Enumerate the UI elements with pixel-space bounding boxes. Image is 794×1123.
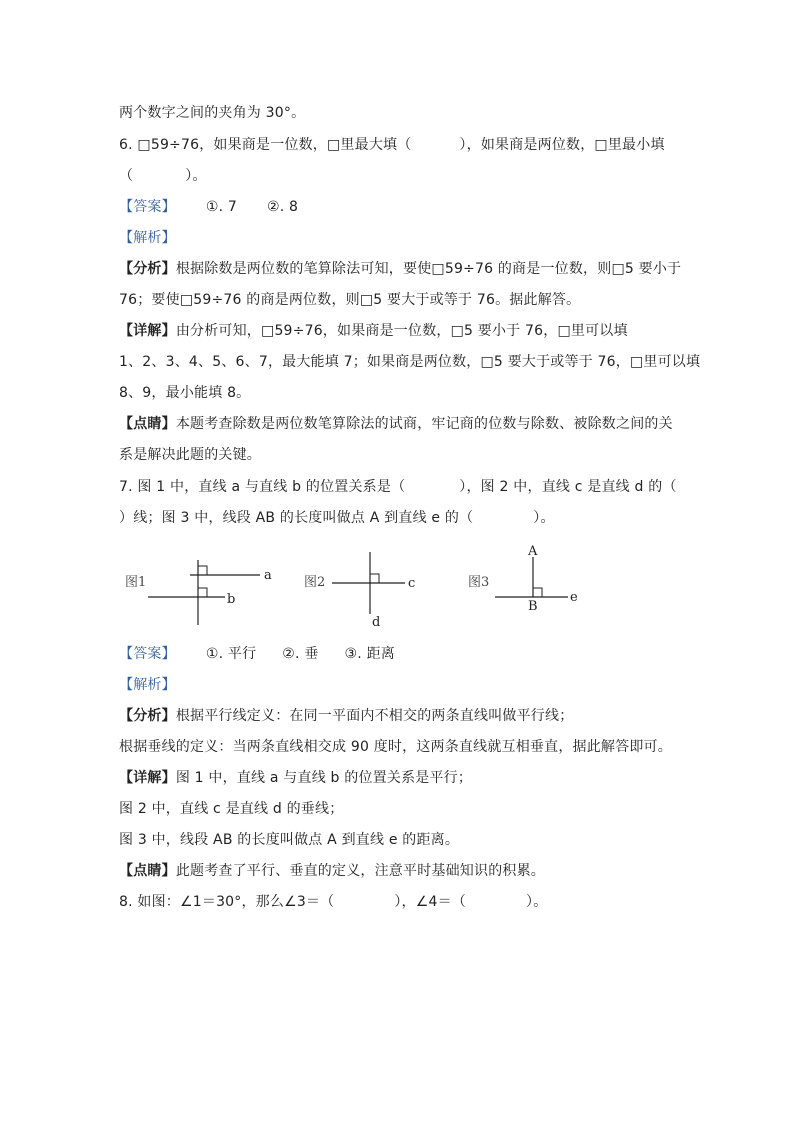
q7-dianjing-text1: 此题考查了平行、垂直的定义，注意平时基础知识的积累。 [175, 863, 546, 879]
q7-xiangjie-text1: 图 1 中，直线 a 与直线 b 的位置关系是平行； [175, 770, 473, 786]
q6-dianjing-line2: 系是解决此题的关键。 [119, 447, 261, 463]
q7-xiangjie-line3: 图 3 中，线段 AB 的长度叫做点 A 到直线 e 的距离。 [119, 832, 460, 848]
q7-dianjing-line1 [119, 861, 545, 881]
q6-answer-1: ①. 7 [205, 199, 237, 215]
q7-question-line2 [119, 508, 555, 528]
q6-blank-close: ）。 [185, 168, 207, 184]
q6-question-line1 [119, 135, 665, 155]
q6-fenxi-line2: 76；要使□59÷76 的商是两位数，则□5 要大于或等于 76。据此解答。 [119, 292, 581, 308]
q7-question-part1: 7. 图 1 中，直线 a 与直线 b 的位置关系是（ [119, 479, 406, 495]
q6-answer-label: 【答案】 [119, 199, 176, 215]
q7-xiangjie-line1 [119, 768, 472, 788]
fig1-right-angle-bottom [198, 588, 207, 597]
q8-question-line1 [119, 892, 547, 912]
q5-tail-text: 两个数字之间的夹角为 30°。 [119, 105, 306, 121]
fig3-right-angle [533, 588, 542, 597]
q6-question-line2 [119, 166, 207, 186]
q7-question-part2: ），图 2 中，直线 c 是直线 d 的（ [459, 479, 677, 495]
q8-question-part1: 8. 如图：∠1＝30°，那么∠3＝（ [119, 894, 335, 910]
q6-xiangjie-line1 [119, 321, 628, 341]
q6-xiangjie-text1: 由分析可知，□59÷76，如果商是一位数，□5 要小于 76，□里可以填 [175, 323, 628, 339]
q7-xiangjie-label: 【详解】 [119, 770, 176, 786]
q6-dianjing-line1 [119, 414, 673, 434]
q7-xiangjie-line2: 图 2 中，直线 c 是直线 d 的垂线； [119, 801, 344, 817]
fig1-label-a: a [264, 568, 272, 583]
q6-blank-open: （ [119, 168, 134, 184]
fig2-label-d: d [372, 615, 381, 630]
q8-question-part3: ）。 [526, 894, 548, 910]
fig1-label-b: b [227, 592, 236, 607]
figure-1 [125, 560, 272, 625]
q6-fenxi-line1 [119, 259, 681, 279]
q6-analysis-label: 【解析】 [119, 230, 176, 246]
q7-question-part4: ）。 [533, 510, 555, 526]
q6-xiangjie-label: 【详解】 [119, 323, 176, 339]
fig2-right-angle [370, 574, 379, 583]
q7-answer-1: ①. 平行 [205, 646, 257, 662]
q7-dianjing-label: 【点睛】 [119, 863, 176, 879]
q7-question-line1 [119, 477, 677, 497]
q7-answer-2: ②. 垂 [282, 646, 319, 662]
fig2-label-c: c [408, 576, 416, 591]
q6-answer-2: ②. 8 [266, 199, 299, 215]
q6-fenxi-text1: 根据除数是两位数的笔算除法可知，要使□59÷76 的商是一位数，则□5 要小于 [175, 261, 682, 277]
q6-dianjing-label: 【点睛】 [119, 416, 176, 432]
fig3-label-a: A [528, 544, 538, 559]
q8-question-part2: ），∠4＝（ [394, 894, 467, 910]
q7-answer-label: 【答案】 [119, 646, 176, 662]
fig3-label: 图3 [468, 575, 490, 590]
q7-fenxi-line1 [119, 706, 573, 726]
fig3-label-e: e [570, 590, 578, 605]
q7-fenxi-text1: 根据平行线定义：在同一平面内不相交的两条直线叫做平行线； [175, 708, 574, 724]
q7-analysis-label: 【解析】 [119, 677, 176, 693]
figure-3 [468, 544, 578, 614]
fig1-right-angle-top [198, 566, 207, 575]
q7-answer-3: ③. 距离 [344, 646, 395, 662]
q6-xiangjie-line3: 8、9，最小能填 8。 [119, 385, 251, 401]
q6-answer-row [119, 197, 298, 217]
fig1-label: 图1 [125, 575, 147, 590]
q7-figures [110, 540, 590, 640]
figure-2 [304, 552, 415, 630]
q6-fenxi-label: 【分析】 [119, 261, 176, 277]
q7-fenxi-label: 【分析】 [119, 708, 176, 724]
q6-xiangjie-line2: 1、2、3、4、5、6、7，最大能填 7；如果商是两位数，□5 要大于或等于 76，□里可以填 [119, 354, 701, 370]
fig3-label-b: B [528, 599, 538, 614]
fig2-label: 图2 [304, 575, 326, 590]
q6-question-middle: ），如果商是两位数，□里最小填 [459, 137, 665, 153]
q7-answer-row [119, 644, 395, 664]
q7-fenxi-line2: 根据垂线的定义：当两条直线相交成 90 度时，这两条直线就互相垂直，据此解答即可。 [119, 739, 672, 755]
q6-question-start: 6. □59÷76，如果商是一位数，□里最大填（ [119, 137, 412, 153]
q7-question-part3: ）线；图 3 中，线段 AB 的长度叫做点 A 到直线 e 的（ [119, 510, 474, 526]
q6-dianjing-text1: 本题考查除数是两位数笔算除法的试商，牢记商的位数与除数、被除数之间的关 [175, 416, 673, 432]
